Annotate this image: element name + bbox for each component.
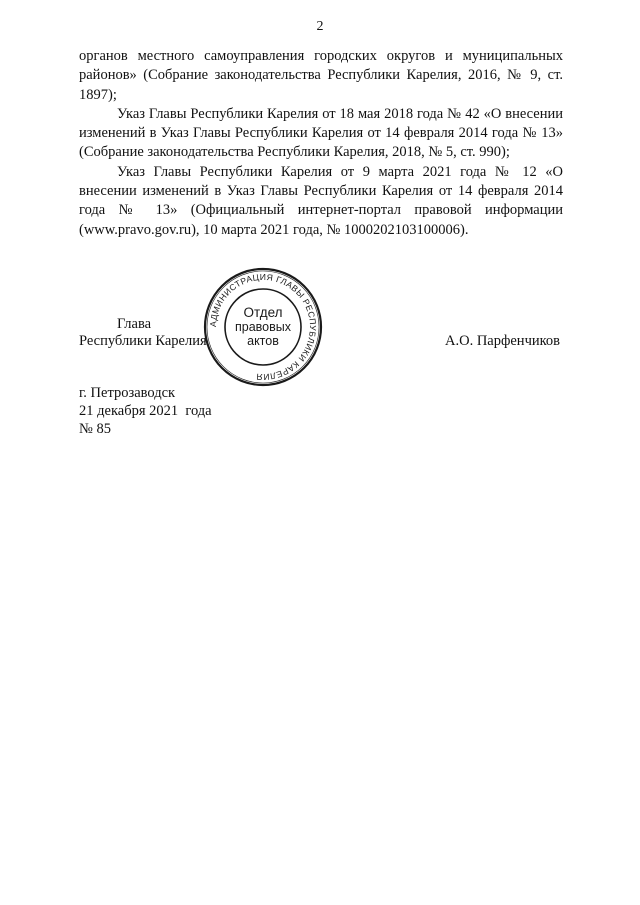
signatory-name: А.О. Парфенчиков bbox=[445, 333, 561, 349]
date: 21 декабря 2021 года bbox=[79, 403, 212, 419]
paragraph-decree-2018: Указ Главы Республики Карелия от 18 мая 2018 года № 42 «О внесении изменений в Указ Главы Республики Карелия от 14 февраля 2014 года № 13» (Собрание законодательства Республики Карелия, 2018, № 5, ст. 990); bbox=[79, 105, 563, 161]
stamp-center-line3: актов bbox=[247, 334, 279, 348]
stamp-center-line1: Отдел bbox=[243, 305, 283, 320]
stamp-ring-text: АДМИНИСТРАЦИЯ ГЛАВЫ РЕСПУБЛИКИ КАРЕЛИЯ bbox=[207, 271, 319, 383]
document-body bbox=[79, 47, 563, 240]
place-date-block bbox=[79, 384, 212, 438]
official-stamp bbox=[201, 265, 325, 389]
signatory-title-line2: Республики Карелия bbox=[79, 333, 207, 349]
stamp-center-line2: правовых bbox=[235, 320, 291, 334]
signatory-title-line1: Глава bbox=[117, 316, 152, 332]
document-number: № 85 bbox=[79, 421, 111, 437]
paragraph-continuation: органов местного самоуправления городских округов и муниципальных районов» (Собрание законодательства Республики Карелия, 2016, № 9, ст. 1897); bbox=[79, 48, 563, 103]
page-number: 2 bbox=[316, 19, 324, 34]
paragraph-decree-2021: Указ Главы Республики Карелия от 9 марта 2021 года № 12 «О внесении изменений в Указ Главы Республики Карелия от 14 февраля 2014 года № 13» (Официальный интернет-портал правовой информации (www.pravo.gov.ru), 10 марта 2021 года, № 1000202103100006). bbox=[79, 163, 563, 238]
place: г. Петрозаводск bbox=[79, 385, 176, 401]
